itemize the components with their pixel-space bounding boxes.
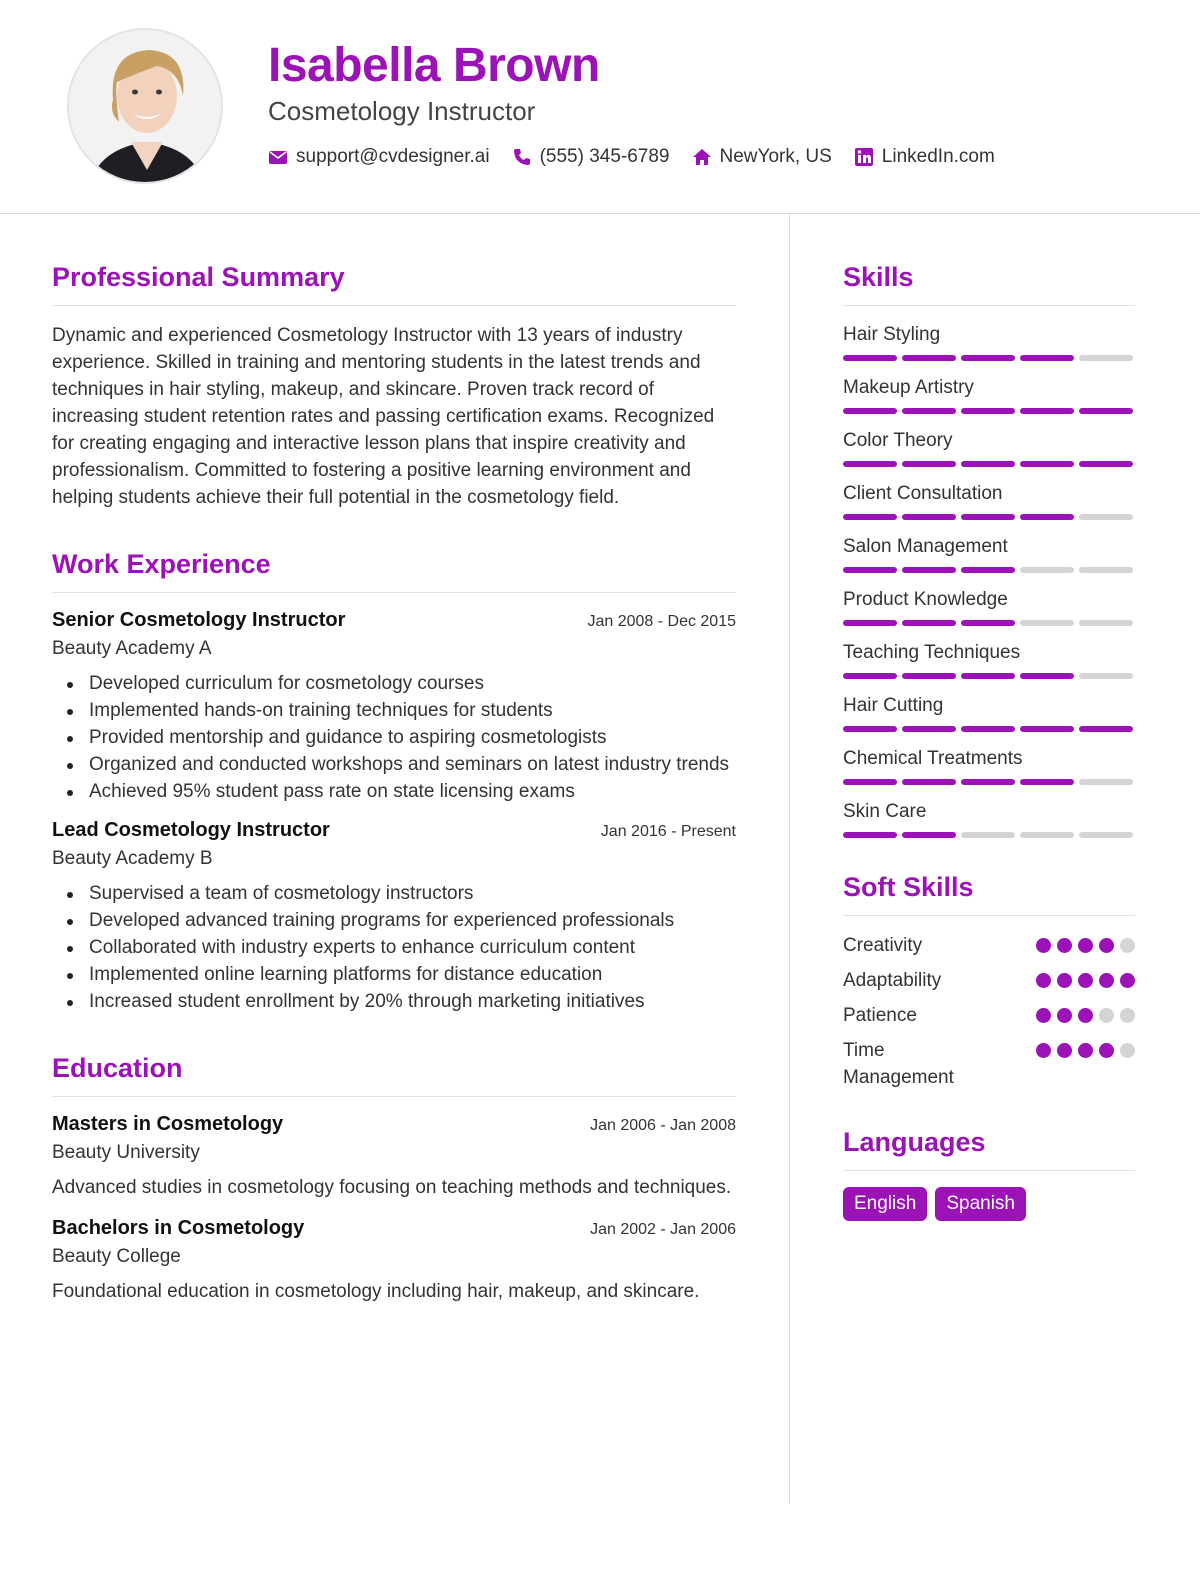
skill-name: Hair Cutting xyxy=(843,695,944,716)
phone-text: (555) 345-6789 xyxy=(539,146,670,167)
soft-skill-rating xyxy=(1036,938,1135,953)
experience-heading: Work Experience xyxy=(52,549,736,593)
list-item: Increased student enrollment by 20% through marketing initiatives xyxy=(52,988,736,1015)
skill-level-segment xyxy=(902,832,956,838)
school-name: Beauty College xyxy=(52,1246,181,1267)
soft-skill-item xyxy=(843,1002,1135,1029)
skill-level-segment xyxy=(902,408,956,414)
profile-photo xyxy=(67,28,223,184)
list-item: Provided mentorship and guidance to aspiring cosmetologists xyxy=(52,724,736,751)
list-item: Developed curriculum for cosmetology courses xyxy=(52,670,736,697)
main-column xyxy=(52,262,736,1305)
list-item: Developed advanced training programs for experienced professionals xyxy=(52,907,736,934)
list-item: Supervised a team of cosmetology instructors xyxy=(52,880,736,907)
skill-level-segment xyxy=(902,461,956,467)
soft-skill-name: Patience xyxy=(843,1005,917,1026)
languages-list xyxy=(843,1187,1135,1221)
skill-name: Salon Management xyxy=(843,536,1008,557)
linkedin-icon xyxy=(854,147,874,167)
skill-level-bar xyxy=(843,408,1135,414)
skill-level-segment xyxy=(961,620,1015,626)
soft-skill-item xyxy=(843,967,1135,994)
rating-dot xyxy=(1099,1008,1114,1023)
school-name: Beauty University xyxy=(52,1142,200,1163)
soft-skill-rating xyxy=(1036,1008,1135,1023)
skill-level-segment xyxy=(843,461,897,467)
skill-level-segment xyxy=(843,355,897,361)
education-heading: Education xyxy=(52,1053,736,1097)
job-bullets xyxy=(52,880,736,1015)
summary-heading: Professional Summary xyxy=(52,262,736,306)
column-divider xyxy=(789,214,790,1504)
skill-level-segment xyxy=(843,832,897,838)
skill-level-segment xyxy=(1079,355,1133,361)
skill-level-segment xyxy=(961,779,1015,785)
skill-name: Product Knowledge xyxy=(843,589,1008,610)
education-description: Foundational education in cosmetology including hair, makeup, and skincare. xyxy=(52,1281,700,1302)
job-dates: Jan 2016 - Present xyxy=(600,823,736,840)
rating-dot xyxy=(1078,1008,1093,1023)
skills-heading: Skills xyxy=(843,262,1135,306)
skill-level-segment xyxy=(1020,567,1074,573)
rating-dot xyxy=(1099,973,1114,988)
skill-level-segment xyxy=(843,567,897,573)
skill-item xyxy=(843,481,1135,520)
skill-level-segment xyxy=(902,726,956,732)
rating-dot xyxy=(1078,1043,1093,1058)
skill-name: Teaching Techniques xyxy=(843,642,1021,663)
skill-level-segment xyxy=(843,726,897,732)
envelope-icon xyxy=(268,147,288,167)
skill-level-segment xyxy=(1020,620,1074,626)
skill-level-segment xyxy=(1079,726,1133,732)
skill-level-segment xyxy=(1079,673,1133,679)
phone-icon xyxy=(512,147,532,167)
job-title: Senior Cosmetology Instructor xyxy=(52,609,346,631)
skill-level-segment xyxy=(902,620,956,626)
skill-level-segment xyxy=(1079,620,1133,626)
skill-level-segment xyxy=(1079,779,1133,785)
skill-level-segment xyxy=(961,673,1015,679)
skill-level-segment xyxy=(902,514,956,520)
language-tag: English xyxy=(843,1187,927,1221)
soft-skill-name: Creativity xyxy=(843,935,923,956)
job-bullets xyxy=(52,670,736,805)
skill-level-segment xyxy=(1020,355,1074,361)
list-item: Organized and conducted workshops and seminars on latest industry trends xyxy=(52,751,736,778)
skill-level-bar xyxy=(843,673,1135,679)
skill-level-segment xyxy=(1079,514,1133,520)
rating-dot xyxy=(1036,1043,1051,1058)
soft-skill-rating xyxy=(1036,973,1135,988)
job-entry xyxy=(52,609,736,805)
skill-level-segment xyxy=(1079,567,1133,573)
rating-dot xyxy=(1057,938,1072,953)
soft-skills-list xyxy=(843,932,1135,1091)
resume-header xyxy=(0,0,1200,214)
rating-dot xyxy=(1078,973,1093,988)
candidate-title: Cosmetology Instructor xyxy=(268,96,536,126)
education-entry xyxy=(52,1217,736,1305)
degree-title: Bachelors in Cosmetology xyxy=(52,1217,305,1239)
rating-dot xyxy=(1120,938,1135,953)
skill-level-segment xyxy=(1020,408,1074,414)
skill-level-segment xyxy=(902,567,956,573)
contact-linkedin[interactable] xyxy=(854,146,995,168)
rating-dot xyxy=(1036,938,1051,953)
skill-name: Color Theory xyxy=(843,430,953,451)
skill-item xyxy=(843,746,1135,785)
language-tag: Spanish xyxy=(935,1187,1026,1221)
email-text: support@cvdesigner.ai xyxy=(296,146,490,167)
list-item: Collaborated with industry experts to enhance curriculum content xyxy=(52,934,736,961)
rating-dot xyxy=(1099,1043,1114,1058)
skill-level-segment xyxy=(843,620,897,626)
skill-item xyxy=(843,693,1135,732)
skill-level-bar xyxy=(843,832,1135,838)
education-entry xyxy=(52,1113,736,1201)
sidebar-column xyxy=(843,262,1135,1221)
skill-level-segment xyxy=(961,567,1015,573)
education-dates: Jan 2006 - Jan 2008 xyxy=(590,1117,736,1134)
rating-dot xyxy=(1078,938,1093,953)
skill-level-segment xyxy=(1079,832,1133,838)
skill-name: Hair Styling xyxy=(843,324,941,345)
skill-level-bar xyxy=(843,620,1135,626)
skill-item xyxy=(843,428,1135,467)
contact-location xyxy=(692,146,832,168)
rating-dot xyxy=(1036,1008,1051,1023)
skill-name: Skin Care xyxy=(843,801,927,822)
soft-skill-item xyxy=(843,932,1135,959)
soft-skill-name: Time Management xyxy=(843,1040,954,1088)
skill-level-segment xyxy=(1020,514,1074,520)
skill-level-segment xyxy=(1079,408,1133,414)
summary-text: Dynamic and experienced Cosmetology Instructor with 13 years of industry experience. Skilled in training and mentoring students in the latest trends and techniques in hair styling, makeup, and skincare. Proven track record of increasing student retention rates and passing certification exams. Recognized for creating engaging and interactive lesson plans that inspire creativity and professionalism. Committed to fostering a positive learning environment and helping students achieve their full potential in the cosmetology field. xyxy=(52,325,715,508)
skill-level-segment xyxy=(843,779,897,785)
soft-skills-heading: Soft Skills xyxy=(843,872,1135,916)
rating-dot xyxy=(1057,1043,1072,1058)
soft-skill-item xyxy=(843,1037,1135,1091)
skill-level-segment xyxy=(843,408,897,414)
skills-list xyxy=(843,322,1135,838)
skill-level-bar xyxy=(843,726,1135,732)
skill-level-bar xyxy=(843,567,1135,573)
degree-title: Masters in Cosmetology xyxy=(52,1113,284,1135)
skill-level-segment xyxy=(843,514,897,520)
list-item: Achieved 95% student pass rate on state licensing exams xyxy=(52,778,736,805)
skill-item xyxy=(843,534,1135,573)
skill-level-bar xyxy=(843,355,1135,361)
skill-item xyxy=(843,375,1135,414)
contact-phone[interactable] xyxy=(512,146,670,168)
languages-heading: Languages xyxy=(843,1127,1135,1171)
rating-dot xyxy=(1120,1008,1135,1023)
skill-item xyxy=(843,799,1135,838)
portrait-icon xyxy=(69,30,223,184)
job-dates: Jan 2008 - Dec 2015 xyxy=(587,613,736,630)
contact-email[interactable] xyxy=(268,146,490,168)
education-description: Advanced studies in cosmetology focusing on teaching methods and techniques. xyxy=(52,1177,732,1198)
rating-dot xyxy=(1099,938,1114,953)
skill-level-segment xyxy=(1020,461,1074,467)
skill-level-segment xyxy=(1020,673,1074,679)
skill-level-segment xyxy=(902,355,956,361)
skill-level-segment xyxy=(961,832,1015,838)
rating-dot xyxy=(1120,973,1135,988)
skill-level-segment xyxy=(961,355,1015,361)
rating-dot xyxy=(1057,973,1072,988)
soft-skill-name: Adaptability xyxy=(843,970,942,991)
skill-level-segment xyxy=(961,461,1015,467)
company-name: Beauty Academy B xyxy=(52,848,213,869)
soft-skill-rating xyxy=(1036,1043,1135,1058)
skill-level-segment xyxy=(1020,726,1074,732)
skill-level-segment xyxy=(1020,779,1074,785)
company-name: Beauty Academy A xyxy=(52,638,212,659)
education-dates: Jan 2002 - Jan 2006 xyxy=(590,1221,736,1238)
skill-item xyxy=(843,587,1135,626)
home-icon xyxy=(692,147,712,167)
skill-level-segment xyxy=(961,408,1015,414)
skill-level-segment xyxy=(961,726,1015,732)
rating-dot xyxy=(1057,1008,1072,1023)
contact-list xyxy=(268,146,995,168)
linkedin-text: LinkedIn.com xyxy=(881,146,995,167)
skill-level-segment xyxy=(902,673,956,679)
skill-item xyxy=(843,640,1135,679)
job-title: Lead Cosmetology Instructor xyxy=(52,819,330,841)
skill-level-segment xyxy=(902,779,956,785)
location-text: NewYork, US xyxy=(719,146,832,167)
rating-dot xyxy=(1120,1043,1135,1058)
job-entry xyxy=(52,819,736,1015)
skill-name: Client Consultation xyxy=(843,483,1003,504)
skill-level-segment xyxy=(1079,461,1133,467)
skill-level-segment xyxy=(1020,832,1074,838)
candidate-name: Isabella Brown xyxy=(268,39,600,92)
skill-level-segment xyxy=(961,514,1015,520)
skill-name: Makeup Artistry xyxy=(843,377,974,398)
skill-name: Chemical Treatments xyxy=(843,748,1023,769)
skill-level-segment xyxy=(843,673,897,679)
list-item: Implemented hands-on training techniques for students xyxy=(52,697,736,724)
list-item: Implemented online learning platforms for distance education xyxy=(52,961,736,988)
skill-level-bar xyxy=(843,514,1135,520)
rating-dot xyxy=(1036,973,1051,988)
skill-item xyxy=(843,322,1135,361)
skill-level-bar xyxy=(843,461,1135,467)
skill-level-bar xyxy=(843,779,1135,785)
